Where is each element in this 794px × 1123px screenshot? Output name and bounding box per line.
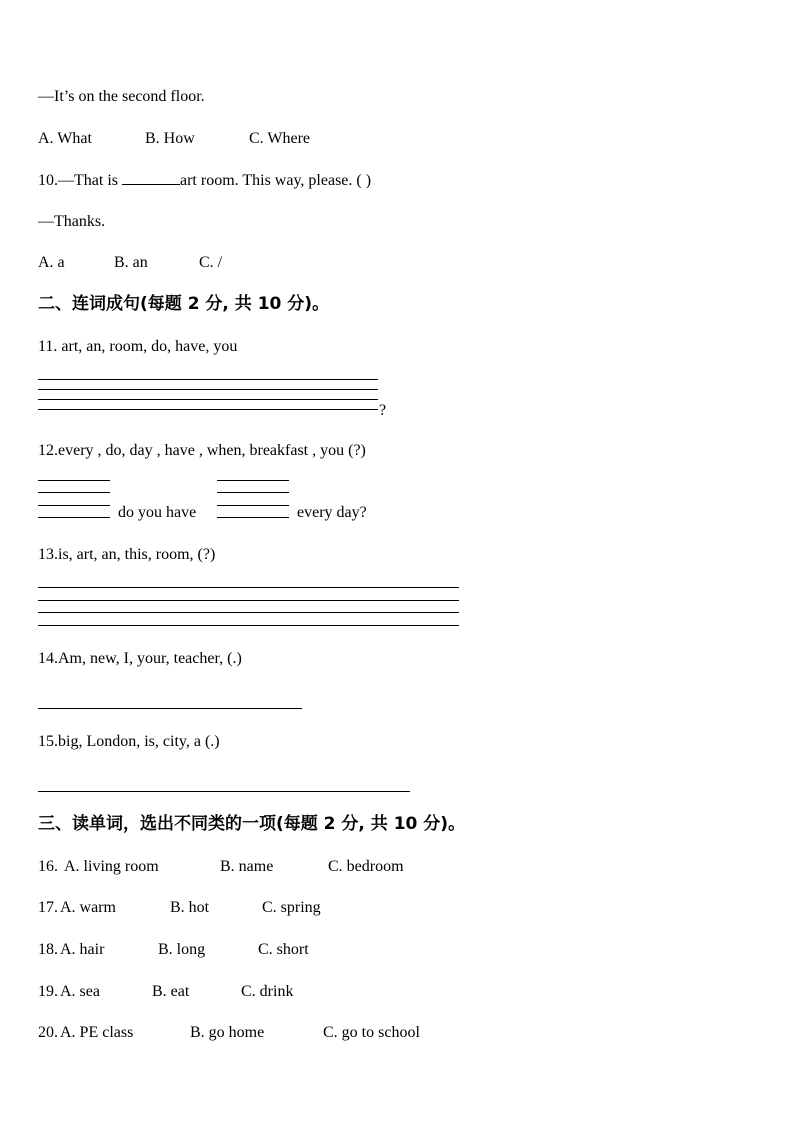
q10-question: [38, 170, 371, 191]
q16-option-b: B. name: [220, 858, 274, 875]
q11-answer-line-2: [38, 389, 378, 390]
q18-option-c: C. short: [258, 941, 309, 958]
q12-blank1-line-2: [38, 492, 110, 493]
q12-blank1-line-4: [38, 517, 110, 518]
q17-option-a: A. warm: [60, 899, 116, 916]
q20-option-c: C. go to school: [323, 1024, 420, 1041]
q20-option-a: A. PE class: [60, 1024, 134, 1041]
q12-blank2-line-3: [217, 505, 289, 506]
q15-answer-line: [38, 791, 410, 792]
q12-blank2-line-1: [217, 480, 289, 481]
section2-heading: 二、连词成句(每题 2 分, 共 10 分)。: [38, 294, 330, 314]
q19-option-a: A. sea: [60, 983, 100, 1000]
q13-answer-line-4: [38, 625, 459, 626]
q17-number: 17.: [38, 899, 58, 916]
q11-answer-line-1: [38, 379, 378, 380]
q11-answer-line-3: [38, 399, 378, 400]
q18-number: 18.: [38, 941, 58, 958]
q14-answer-line: [38, 708, 302, 709]
q10-option-b: B. an: [114, 254, 148, 271]
q11-prompt: 11. art, an, room, do, have, you: [38, 338, 238, 355]
q9-option-c: C. Where: [249, 130, 311, 147]
q11-end-mark: ?: [379, 402, 387, 419]
q13-answer-line-1: [38, 587, 459, 588]
q12-blank1-line-1: [38, 480, 110, 481]
q13-prompt: 13.is, art, an, this, room, (?): [38, 546, 216, 563]
q13-answer-line-3: [38, 612, 459, 613]
q18-option-a: A. hair: [60, 941, 105, 958]
q10-suffix: art room. This way, please. ( ): [180, 172, 372, 189]
q12-blank1-line-3: [38, 505, 110, 506]
q10-blank: [122, 170, 180, 185]
q16-option-a: A. living room: [64, 858, 159, 875]
q18-option-b: B. long: [158, 941, 206, 958]
q10-reply: —Thanks.: [38, 213, 106, 230]
q14-prompt: 14.Am, new, I, your, teacher, (.): [38, 650, 242, 667]
q17-option-b: B. hot: [170, 899, 210, 916]
q17-option-c: C. spring: [262, 899, 321, 916]
q15-prompt: 15.big, London, is, city, a (.): [38, 733, 220, 750]
q12-blank2-line-2: [217, 492, 289, 493]
q9-option-b: B. How: [145, 130, 195, 147]
q16-option-c: C. bedroom: [328, 858, 404, 875]
q12-end-text: every day?: [297, 504, 367, 521]
section3-heading: 三、读单词，选出不同类的一项(每题 2 分, 共 10 分)。: [38, 814, 466, 834]
q9-option-a: A. What: [38, 130, 92, 147]
q10-prefix: 10.—That is: [38, 172, 122, 189]
q19-option-c: C. drink: [241, 983, 294, 1000]
q19-option-b: B. eat: [152, 983, 190, 1000]
q20-option-b: B. go home: [190, 1024, 265, 1041]
q11-answer-line-4: [38, 409, 378, 410]
q9-answer-line: —It’s on the second floor.: [38, 88, 205, 105]
q12-mid-text: do you have: [118, 504, 197, 521]
q12-prompt: 12.every , do, day , have , when, breakfast , you (?): [38, 442, 366, 459]
q13-answer-line-2: [38, 600, 459, 601]
q20-number: 20.: [38, 1024, 58, 1041]
q10-option-a: A. a: [38, 254, 65, 271]
q16-number: 16.: [38, 858, 58, 875]
q10-option-c: C. /: [199, 254, 223, 271]
q19-number: 19.: [38, 983, 58, 1000]
q12-blank2-line-4: [217, 517, 289, 518]
